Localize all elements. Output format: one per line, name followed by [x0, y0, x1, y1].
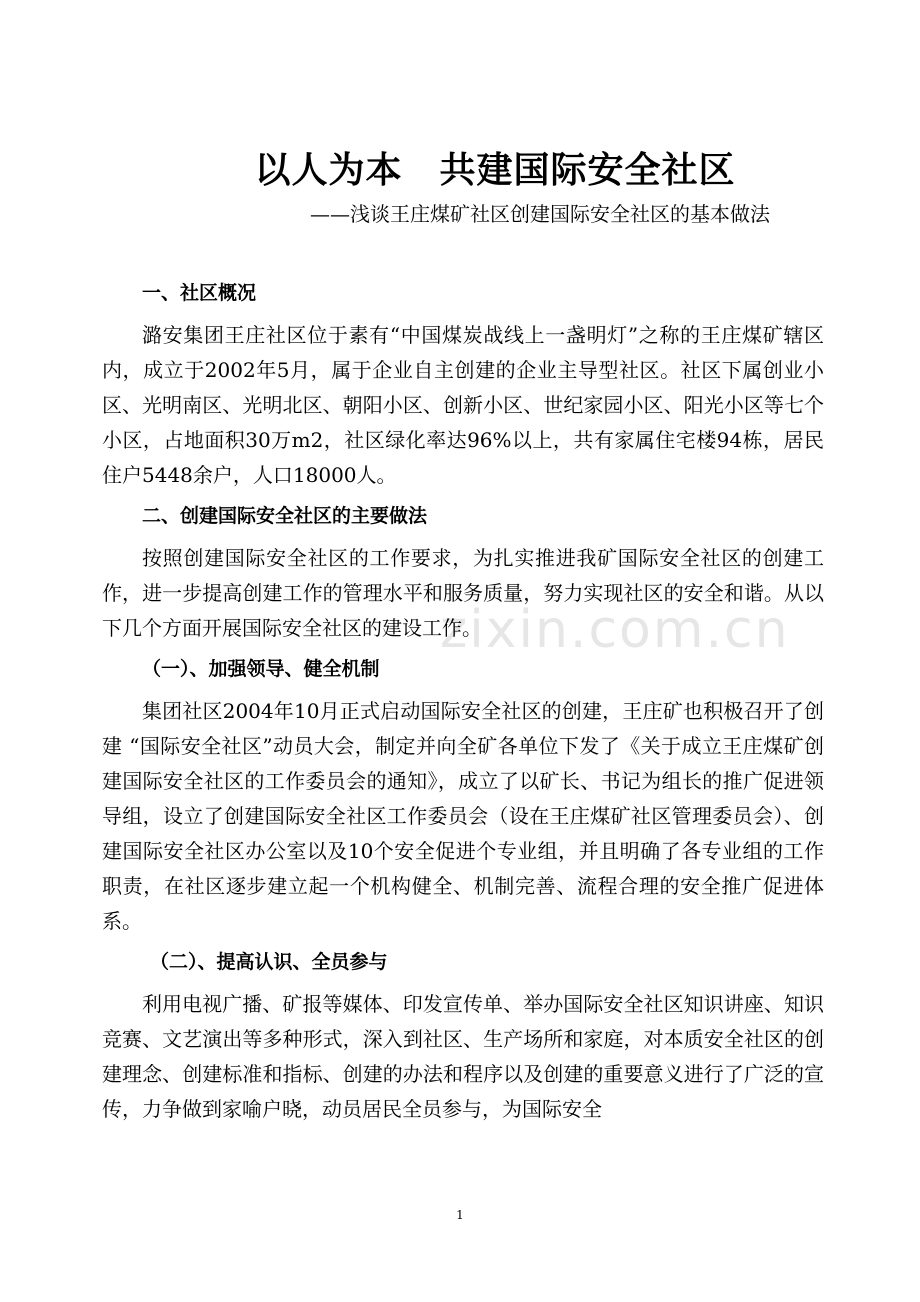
page-subtitle: ——浅谈王庄煤矿社区创建国际安全社区的基本做法	[310, 202, 770, 226]
paragraph-leadership: 集团社区2004年10月正式启动国际安全社区的创建，王庄矿也积极召开了创建 “国际安全社区”动员大会，制定并向全矿各单位下发了《关于成立王庄煤矿创建国际安全社区的工作委员会的通知》，成立了以矿长、书记为组长的推广促进领导组，设立了创建国际安全社区工作委员会（设在王庄煤矿社区管理委员会）、创建国际安全社区办公室以及10个安全促进个专业组，并且明确了各专业组的工作职责，在社区逐步建立起一个机构健全、机制完善、流程合理的安全推广促进体系。	[102, 698, 824, 933]
page-number: 1	[456, 1208, 464, 1222]
paragraph-awareness: 利用电视广播、矿报等媒体、印发宣传单、举办国际安全社区知识讲座、知识竞赛、文艺演出等多种形式，深入到社区、生产场所和家庭，对本质安全社区的创建理念、创建标准和指标、创建的办法和程序以及创建的重要意义进行了广泛的宣传，力争做到家喻户晓，动员居民全员参与，为国际安全	[102, 991, 824, 1121]
paragraph-overview: 潞安集团王庄社区位于素有“中国煤炭战线上一盏明灯”之称的王庄煤矿辖区内，成立于2002年5月，属于企业自主创建的企业主导型社区。社区下属创业小区、光明南区、光明北区、朝阳小区、创新小区、世纪家园小区、阳光小区等七个小区，占地面积30万m2，社区绿化率达96%以上，共有家属住宅楼94栋，居民住户5448余户，人口18000人。	[102, 322, 824, 487]
watermark: zixin.com.cn	[440, 600, 790, 660]
section-heading-overview: 一、社区概况	[142, 282, 257, 304]
page-title: 以人为本 共建国际安全社区	[254, 150, 736, 191]
section-heading-main-practices: 二、创建国际安全社区的主要做法	[142, 505, 428, 527]
paragraph-main-practices: 按照创建国际安全社区的工作要求，为扎实推进我矿国际安全社区的创建工作，进一步提高创建工作的管理水平和服务质量，努力实现社区的安全和谐。从以下几个方面开展国际安全社区的建设工作。	[102, 545, 824, 640]
subsection-heading-awareness: （二）、提高认识、全员参与	[150, 951, 388, 973]
subsection-heading-leadership: （一）、加强领导、健全机制	[142, 658, 380, 680]
document-body	[102, 276, 824, 1133]
